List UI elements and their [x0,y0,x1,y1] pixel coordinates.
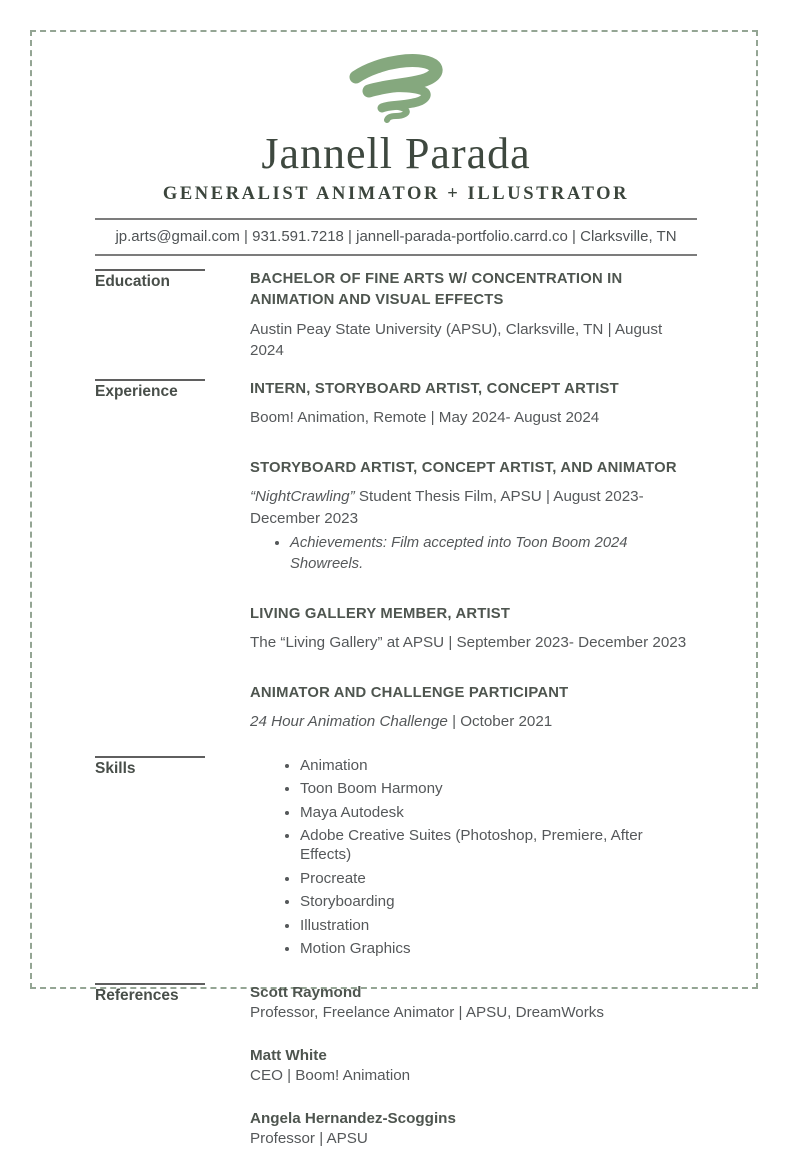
reference-detail: CEO | Boom! Animation [250,1067,411,1085]
education-label-col [95,269,250,362]
skill-item: • Animation [300,756,697,775]
degree-title: BACHELOR OF FINE ARTS W/ CONCENTRATION IN ANIMATION AND VISUAL EFFECTS [250,270,623,309]
experience-entry [250,683,697,733]
references-content [250,983,697,1150]
skill-item: • Procreate [300,869,697,888]
reference-entry [250,1046,697,1087]
skills-label-col [95,756,250,963]
job-title: ANIMATOR AND CHALLENGE PARTICIPANT [250,684,569,701]
job-title: STORYBOARD ARTIST, CONCEPT ARTIST, AND ANIMATOR [250,459,677,476]
skills-content [250,756,697,963]
brush-swirl-logo-icon [335,53,457,125]
skill-item: • Illustration [300,916,697,935]
reference-entry [250,983,697,1024]
job-detail [250,711,697,733]
person-title: GENERALIST ANIMATOR + ILLUSTRATOR [162,183,630,204]
references-label: References [95,986,179,1004]
job-detail [250,486,697,529]
skills-label-rule [95,756,205,758]
reference-detail: Professor, Freelance Animator | APSU, DreamWorks [250,1004,604,1022]
job-title: LIVING GALLERY MEMBER, ARTIST [250,605,511,622]
person-name: Jannell Parada [261,129,531,178]
job-detail-rest: | October 2021 [447,713,553,731]
job-detail: The “Living Gallery” at APSU | September 2023- December 2023 [250,634,687,652]
education-content [250,269,697,362]
skills-label: Skills [95,759,136,777]
logo-wrap [95,53,697,127]
skill-item: • Storyboarding [300,892,697,911]
references-label-col [95,983,250,1150]
skills-list [250,756,697,959]
reference-detail: Professor | APSU [250,1130,368,1148]
experience-entry [250,379,697,429]
references-label-rule [95,983,205,985]
experience-entry [250,604,697,654]
degree-detail: Austin Peay State University (APSU), Clarksville, TN | August 2024 [250,320,663,360]
education-label: Education [95,272,170,290]
reference-entry [250,1109,697,1150]
skill-item: • Motion Graphics [300,939,697,958]
experience-label-col [95,379,250,733]
experience-label-rule [95,379,205,381]
job-detail-rest: Student Thesis Film, APSU | August 2023- December 2023 [250,488,644,527]
job-detail-italic: “NightCrawling” [250,488,355,506]
sections [95,269,697,1150]
achievement-item: • Achievements: Film accepted into Toon Boom 2024 Showreels. [290,533,697,574]
experience-content [250,379,697,733]
education-label-rule [95,269,205,271]
skill-item: • Toon Boom Harmony [300,779,697,798]
contact-line: jp.arts@gmail.com | 931.591.7218 | jannell-parada-portfolio.carrd.co | Clarksville, TN [115,227,677,245]
reference-name: Angela Hernandez-Scoggins [250,1109,456,1127]
skill-item: • Maya Autodesk [300,803,697,822]
job-detail-italic: 24 Hour Animation Challenge [250,713,448,731]
skill-item: • Adobe Creative Suites (Photoshop, Premiere, After Effects) [300,826,697,864]
section-references [95,983,697,1150]
education-entry [250,269,697,362]
job-detail: Boom! Animation, Remote | May 2024- August 2024 [250,409,600,427]
resume-content [95,53,697,1150]
reference-name: Matt White [250,1046,327,1064]
experience-label: Experience [95,382,178,400]
job-title: INTERN, STORYBOARD ARTIST, CONCEPT ARTIST [250,380,619,397]
achievement-list [250,533,697,574]
section-experience [95,379,697,733]
header-divider-bottom [95,254,697,256]
section-skills [95,756,697,963]
experience-entry [250,458,697,575]
section-education [95,269,697,362]
reference-name: Scott Raymond [250,983,362,1001]
